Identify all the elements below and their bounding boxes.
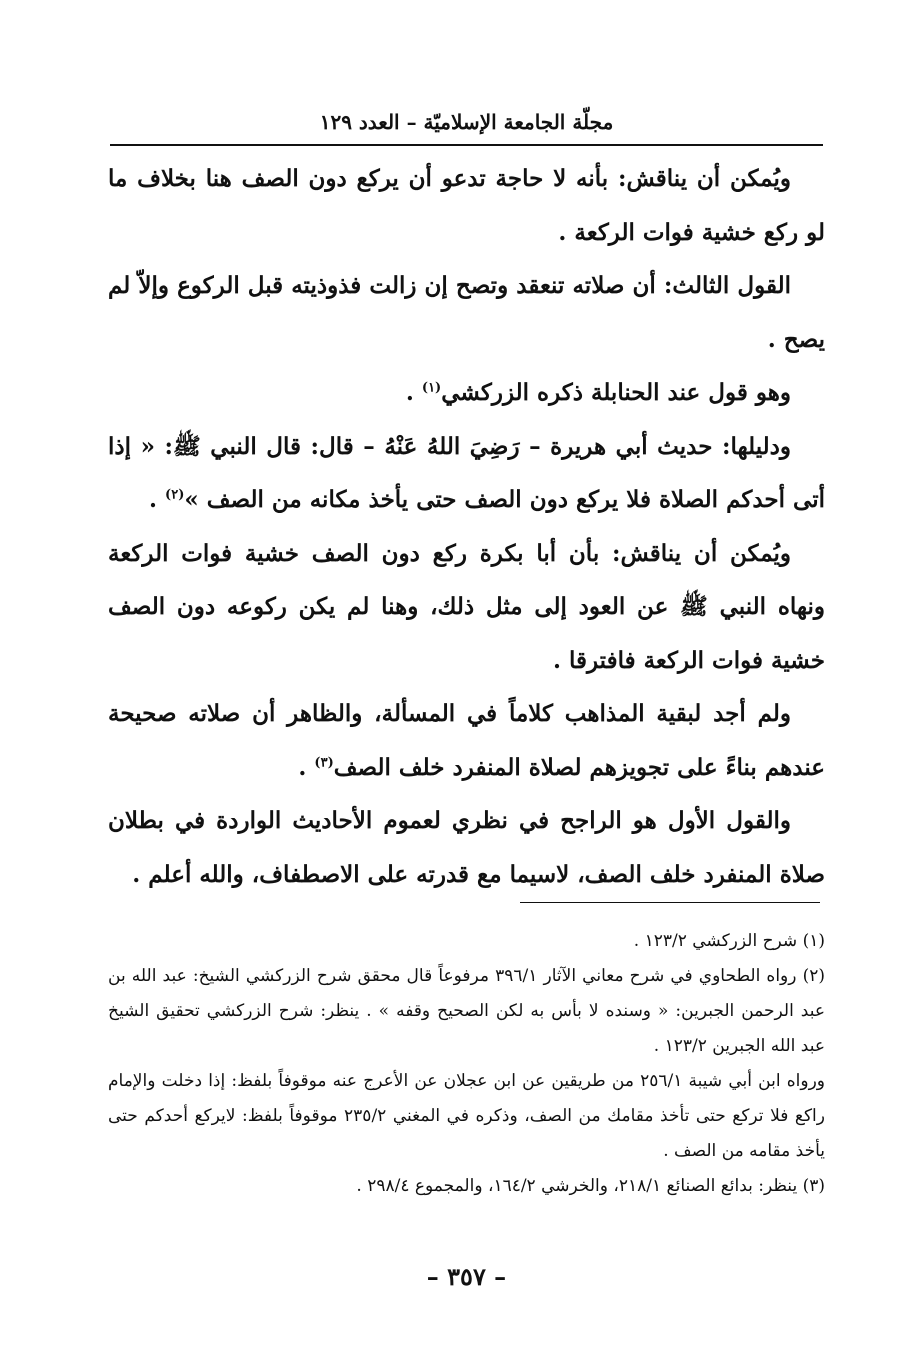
footnote-ref-1: (١) (421, 380, 442, 396)
header-rule (110, 144, 823, 146)
paragraph-3-tail: . (405, 379, 422, 406)
paragraph-6 (108, 687, 825, 794)
running-header: مجلّة الجامعة الإسلاميّة – العدد ١٢٩ (319, 110, 614, 134)
paragraph-4-tail: . (149, 486, 166, 513)
paragraph-3-text: وهو قول عند الحنابلة ذكره الزركشي (441, 379, 791, 406)
footnote-separator (520, 902, 820, 903)
footnote-2: (٢) رواه الطحاوي في شرح معاني الآثار ٣٩٦/١ مرفوعاً قال محقق شرح الزركشي الشيخ: عبد الله بن عبد الرحمن الجبرين: « وسنده لا بأس به لكن الصحيح وقفه » . ينظر: شرح الزركشي تحقيق الشيخ عبد الله الجبرين ١٢٣/٢ . (108, 966, 825, 1056)
footnote-1: (١) شرح الزركشي ١٢٣/٢ . (633, 931, 825, 951)
footnotes (108, 924, 825, 1204)
paragraph-6-tail: . (298, 753, 315, 781)
main-text (108, 152, 825, 901)
paragraph-2: القول الثالث: أن صلاته تنعقد وتصح إن زالت فذوذيته قبل الركوع وإلاّ لم يصح . (108, 272, 825, 353)
paragraph-4-text: ودليلها: حديث أبي هريرة – رَضِيَ اللهُ عَنْهُ – قال: قال النبي ﷺ: « إذا أتى أحدكم الصلاة فلا يركع دون الصف حتى يأخذ مكانه من الصف » (108, 432, 825, 513)
footnote-3: (٣) ينظر: بدائع الصنائع ٢١٨/١، والخرشي ١٦٤/٢، والمجموع ٢٩٨/٤ . (356, 1176, 825, 1196)
footnote-ref-2: (٢) (165, 487, 185, 503)
paragraph-5: ويُمكن أن يناقش: بأن أبا بكرة ركع دون الصف خشية فوات الركعة ونهاه النبي ﷺ عن العود إلى مثل ذلك، وهنا لم يكن ركوعه دون الصف خشية فوات الركعة فافترقا . (108, 539, 825, 674)
paragraph-7: والقول الأول هو الراجح في نظري لعموم الأحاديث الواردة في بطلان صلاة المنفرد خلف الصف، لاسيما مع قدرته على الاصطفاف، والله أعلم . (108, 807, 825, 888)
page-number: – ٣٥٧ – (426, 1262, 507, 1291)
paragraph-3 (108, 366, 825, 420)
paragraph-6-text: ولم أجد لبقية المذاهب كلاماً في المسألة، والظاهر أن صلاته صحيحة عندهم بناءً على تجويزهم لصلاة المنفرد خلف الصف (108, 700, 825, 781)
footnote-ref-3: (٣) (314, 754, 334, 770)
footnote-2-continued: ورواه ابن أبي شيبة ٢٥٦/١ من طريقين عن ابن عجلان عن الأعرج عنه موقوفاً بلفظ: إذا دخلت والإمام راكع فلا تركع حتى تأخذ مقامك من الصف، وذكره في المغني ٢٣٥/٢ موقوفاً بلفظ: لايركع أحدكم حتى يأخذ مقامه من الصف . (108, 1071, 825, 1161)
paragraph-1: ويُمكن أن يناقش: بأنه لا حاجة تدعو أن يركع دون الصف هنا بخلاف ما لو ركع خشية فوات الركعة . (108, 165, 825, 246)
paragraph-4 (108, 420, 825, 527)
